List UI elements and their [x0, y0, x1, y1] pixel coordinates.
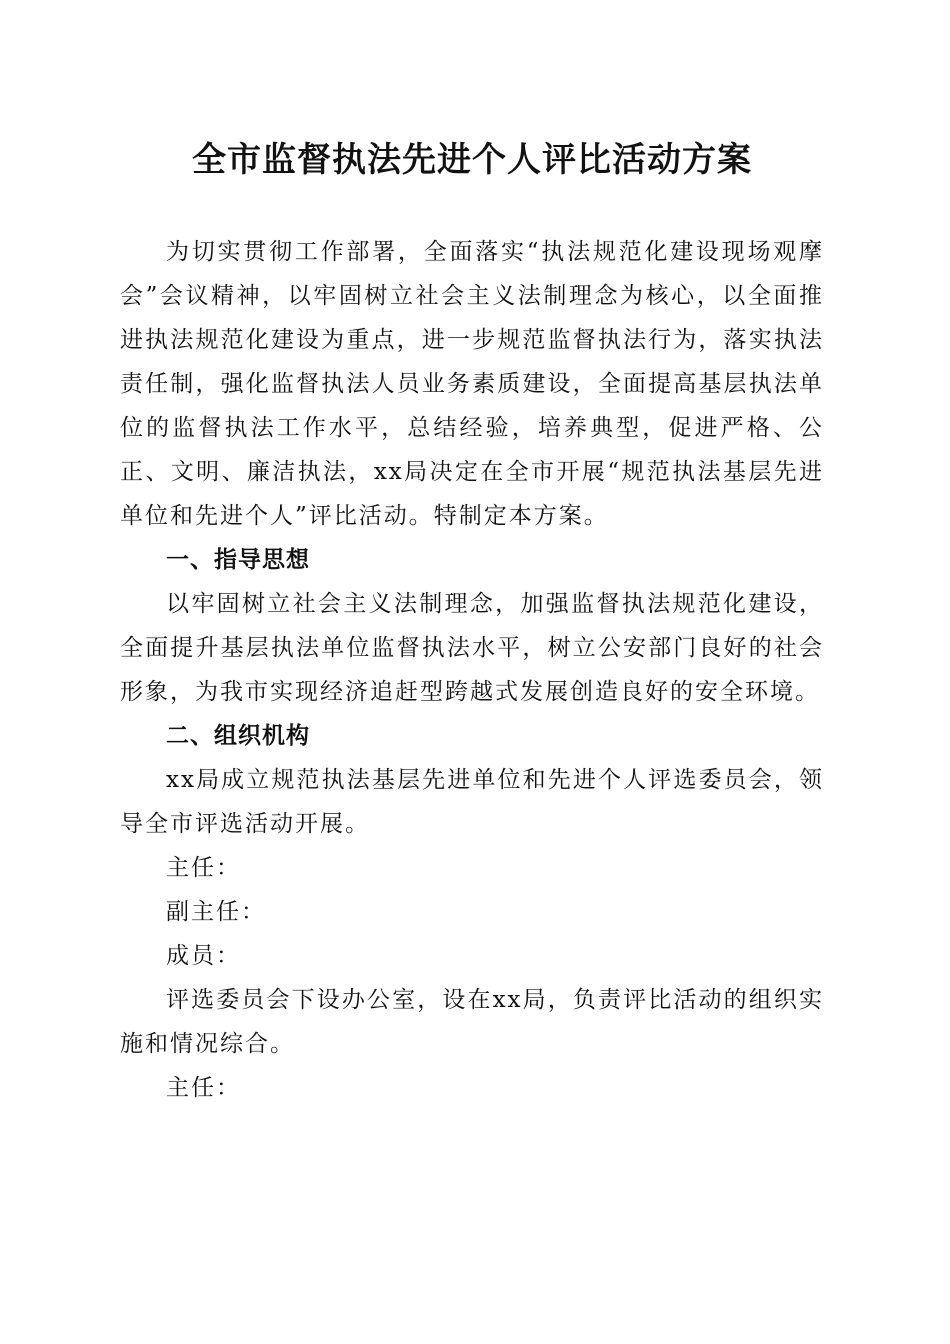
section-heading-guiding-thought: 一、指导思想	[166, 547, 310, 573]
office-paragraph: 评选委员会下设办公室，设在xx局，负责评比活动的组织实施和情况综合。	[120, 987, 824, 1057]
office-director-line: 主任：	[166, 1075, 241, 1101]
intro-paragraph: 为切实贯彻工作部署，全面落实“执法规范化建设现场观摩会”会议精神，以牢固树立社会主义法制理念为核心，以全面推进执法规范化建设为重点，进一步规范监督执法行为，落实执法责任制，强化监督执法人员业务素质建设，全面提高基层执法单位的监督执法工作水平，总结经验，培养典型，促进严格、公正、文明、廉洁执法，xx局决定在全市开展“规范执法基层先进单位和先进个人”评比活动。特制定本方案。	[120, 239, 824, 529]
director-line: 主任：	[166, 855, 241, 881]
deputy-director-line: 副主任：	[166, 899, 266, 925]
organization-paragraph: xx局成立规范执法基层先进单位和先进个人评选委员会，领导全市评选活动开展。	[120, 767, 824, 837]
members-line: 成员：	[166, 943, 241, 969]
section-heading-organization: 二、组织机构	[166, 723, 310, 749]
document-body	[120, 230, 824, 1110]
guiding-thought-paragraph: 以牢固树立社会主义法制理念，加强监督执法规范化建设，全面提升基层执法单位监督执法水平，树立公安部门良好的社会形象，为我市实现经济追赶型跨越式发展创造良好的安全环境。	[120, 591, 824, 705]
document-title: 全市监督执法先进个人评比活动方案	[192, 140, 752, 180]
